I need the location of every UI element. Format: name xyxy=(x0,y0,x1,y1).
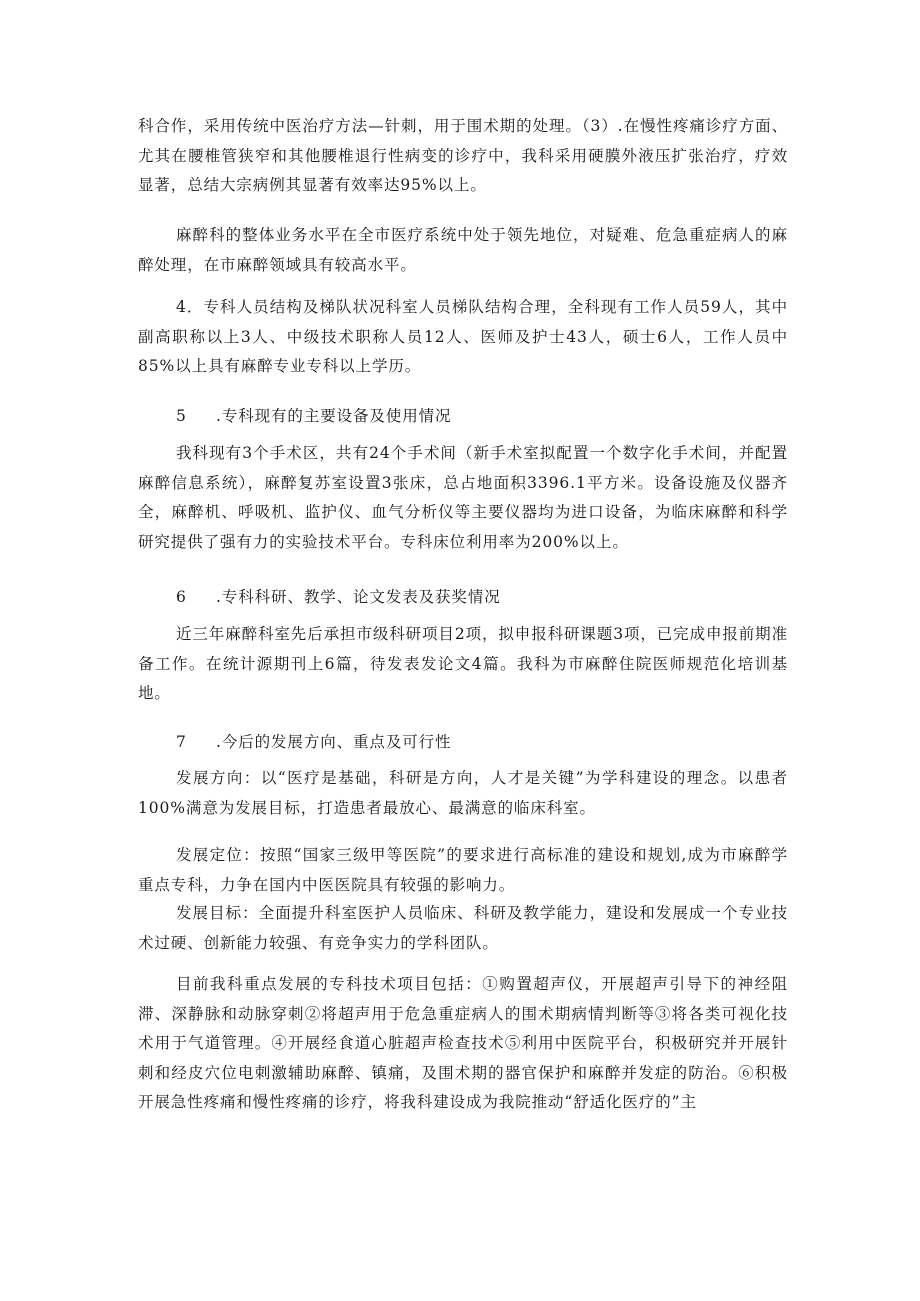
heading-number: 7 xyxy=(176,733,187,751)
heading-number: 5 xyxy=(176,407,187,425)
heading-research xyxy=(176,583,501,613)
heading-development xyxy=(176,728,451,758)
heading-text: .专科现有的主要设备及使用情况 xyxy=(216,407,452,425)
paragraph-development-positioning: 发展定位：按照“国家三级甲等医院”的要求进行高标准的建设和规划,成为市麻醉学重点专科，力争在国内中医医院具有较强的影响力。 xyxy=(138,846,788,894)
paragraph-research-output: 近三年麻醉科室先后承担市级科研项目2项，拟申报科研课题3项，已完成申报前期准备工作。在统计源期刊上6篇，待发表发论文4篇。我科为市麻醉住院医师规范化培训基地。 xyxy=(138,625,788,702)
heading-number: 6 xyxy=(176,588,187,606)
paragraph-staff-structure: 4．专科人员结构及梯队状况科室人员梯队结构合理，全科现有工作人员59人，其中副高职称以上3人、中级技术职称人员12人、医师及护士43人，硕士6人，工作人员中85%以上具有麻醉专业专科以上学历。 xyxy=(138,298,788,375)
paragraph-chronic-pain-treatment: 科合作，采用传统中医治疗方法—针刺，用于围术期的处理。（3）.在慢性疼痛诊疗方面、尤其在腰椎管狭窄和其他腰椎退行性病变的诊疗中，我科采用硬膜外液压扩张治疗，疗效显著，总结大宗病例其显著有效率达95%以上。 xyxy=(138,117,788,194)
paragraph-equipment-usage: 我科现有3个手术区，共有24个手术间（新手术室拟配置一个数字化手术间，并配置麻醉信息系统），麻醉复苏室设置3张床，总占地面积3396.1平方米。设备设施及仪器齐全，麻醉机、呼吸机、监护仪、血气分析仪等主要仪器均为进口设备，为临床麻醉和科学研究提供了强有力的实验技术平台。专科床位利用率为200%以上。 xyxy=(138,444,788,551)
paragraph-overall-level: 麻醉科的整体业务水平在全市医疗系统中处于领先地位，对疑难、危急重症病人的麻醉处理，在市麻醉领域具有较高水平。 xyxy=(138,226,788,274)
paragraph-development-goal: 发展目标：全面提升科室医护人员临床、科研及教学能力，建设和发展成一个专业技术过硬、创新能力较强、有竞争实力的学科团队。 xyxy=(138,904,788,952)
heading-equipment xyxy=(176,402,451,432)
paragraph-development-direction: 发展方向：以“医疗是基础，科研是方向，人才是关键”为学科建设的理念。以患者100%满意为发展目标，打造患者最放心、最满意的临床科室。 xyxy=(138,769,788,817)
heading-text: .专科科研、教学、论文发表及获奖情况 xyxy=(216,588,501,606)
paragraph-key-technologies: 目前我科重点发展的专科技术项目包括：①购置超声仪，开展超声引导下的神经阻滞、深静脉和动脉穿刺②将超声用于危急重症病人的围术期病情判断等③将各类可视化技术用于气道管理。④开展经食道心脏超声检查技术⑤利用中医院平台，积极研究并开展针刺和经皮穴位电刺激辅助麻醉、镇痛，及围术期的器官保护和麻醉并发症的防治。⑥积极开展急性疼痛和慢性疼痛的诊疗，将我科建设成为我院推动“舒适化医疗的”主 xyxy=(138,975,788,1111)
heading-text: .今后的发展方向、重点及可行性 xyxy=(216,733,452,751)
